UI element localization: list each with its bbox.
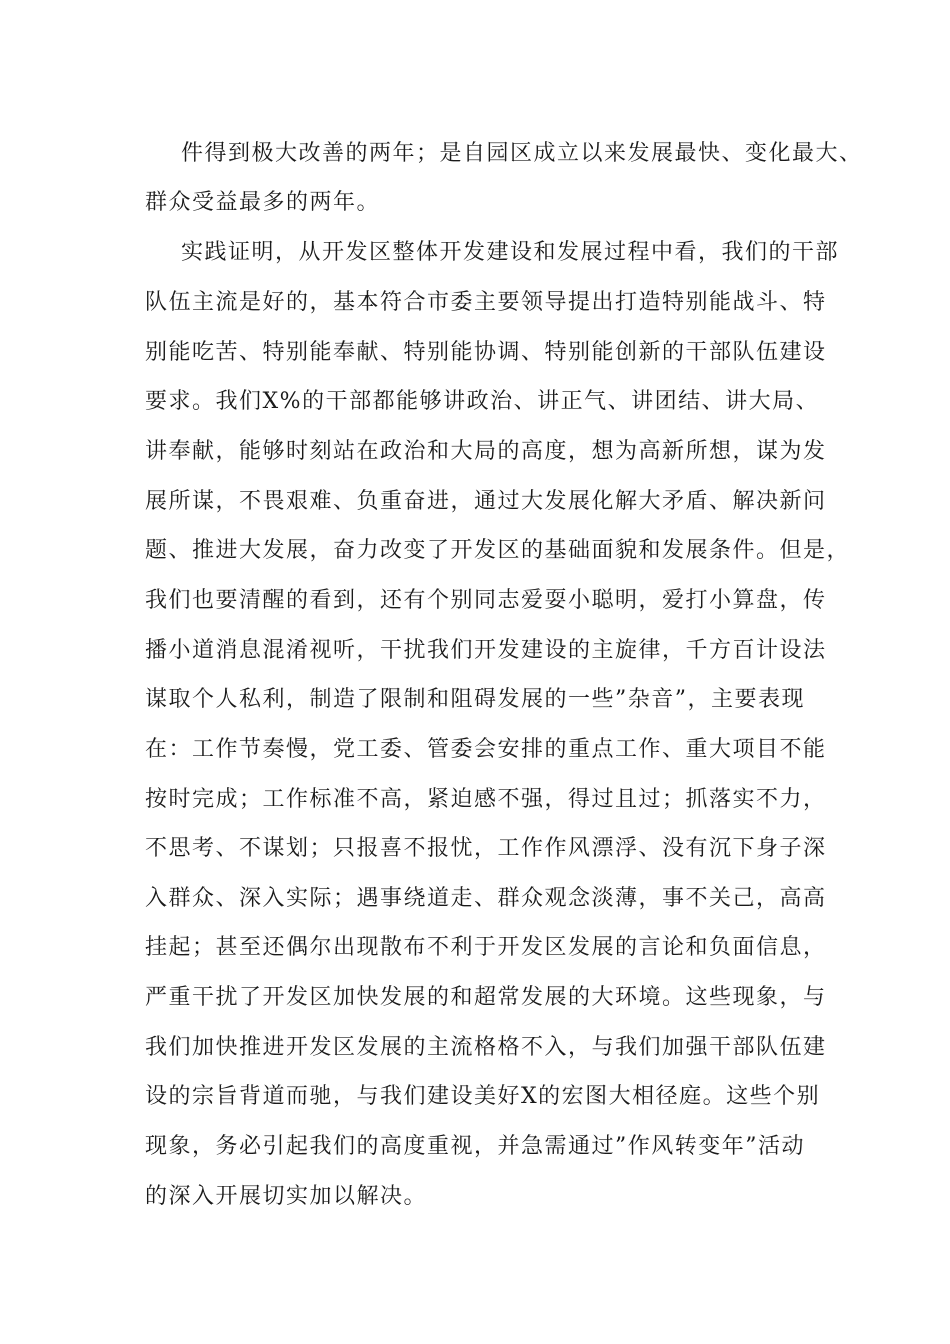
paragraph-2-line-9: 播小道消息混淆视听，干扰我们开发建设的主旋律，千方百计设法 <box>145 638 827 663</box>
paragraph-2-line-19: 现象，务必引起我们的高度重视，并急需通过”作风转变年”活动 <box>145 1134 805 1159</box>
paragraph-2-line-11: 在：工作节奏慢，党工委、管委会安排的重点工作、重大项目不能 <box>145 737 827 762</box>
paragraph-2-line-15: 挂起；甚至还偶尔出现散布不利于开发区发展的言论和负面信息， <box>145 935 827 960</box>
paragraph-2-line-5: 讲奉献，能够时刻站在政治和大局的高度，想为高新所想，谋为发 <box>145 439 827 464</box>
paragraph-2-line-3: 别能吃苦、特别能奉献、特别能协调、特别能创新的干部队伍建设 <box>145 340 827 365</box>
paragraph-2-line-13: 不思考、不谋划；只报喜不报忧，工作作风漂浮、没有沉下身子深 <box>145 836 827 861</box>
paragraph-2-line-4: 要求。我们X%的干部都能够讲政治、讲正气、讲团结、讲大局、 <box>145 389 820 414</box>
paragraph-2-line-7: 题、推进大发展，奋力改变了开发区的基础面貌和发展条件。但是， <box>145 538 851 563</box>
paragraph-2-line-8: 我们也要清醒的看到，还有个别同志爱耍小聪明，爱打小算盘，传 <box>145 588 827 613</box>
paragraph-2-line-20: 的深入开展切实加以解决。 <box>145 1184 428 1209</box>
paragraph-2-line-12: 按时完成；工作标准不高，紧迫感不强，得过且过；抓落实不力， <box>145 787 827 812</box>
paragraph-2-line-14: 入群众、深入实际；遇事绕道走、群众观念淡薄，事不关己，高高 <box>145 886 827 911</box>
paragraph-2-line-18: 设的宗旨背道而驰，与我们建设美好X的宏图大相径庭。这些个别 <box>145 1084 821 1109</box>
paragraph-2-line-1: 实践证明，从开发区整体开发建设和发展过程中看，我们的干部 <box>181 240 840 265</box>
paragraph-1-line-1: 件得到极大改善的两年；是自园区成立以来发展最快、变化最大、 <box>181 141 863 166</box>
paragraph-2-line-17: 我们加快推进开发区发展的主流格格不入，与我们加强干部队伍建 <box>145 1035 827 1060</box>
paragraph-2-line-6: 展所谋，不畏艰难、负重奋进，通过大发展化解大矛盾、解决新问 <box>145 489 827 514</box>
paragraph-2-line-16: 严重干扰了开发区加快发展的和超常发展的大环境。这些现象，与 <box>145 985 827 1010</box>
paragraph-1-line-2: 群众受益最多的两年。 <box>145 190 381 215</box>
paragraph-2-line-2: 队伍主流是好的，基本符合市委主要领导提出打造特别能战斗、特 <box>145 290 827 315</box>
paragraph-2-line-10: 谋取个人私利，制造了限制和阻碍发展的一些”杂音”，主要表现 <box>145 687 805 712</box>
